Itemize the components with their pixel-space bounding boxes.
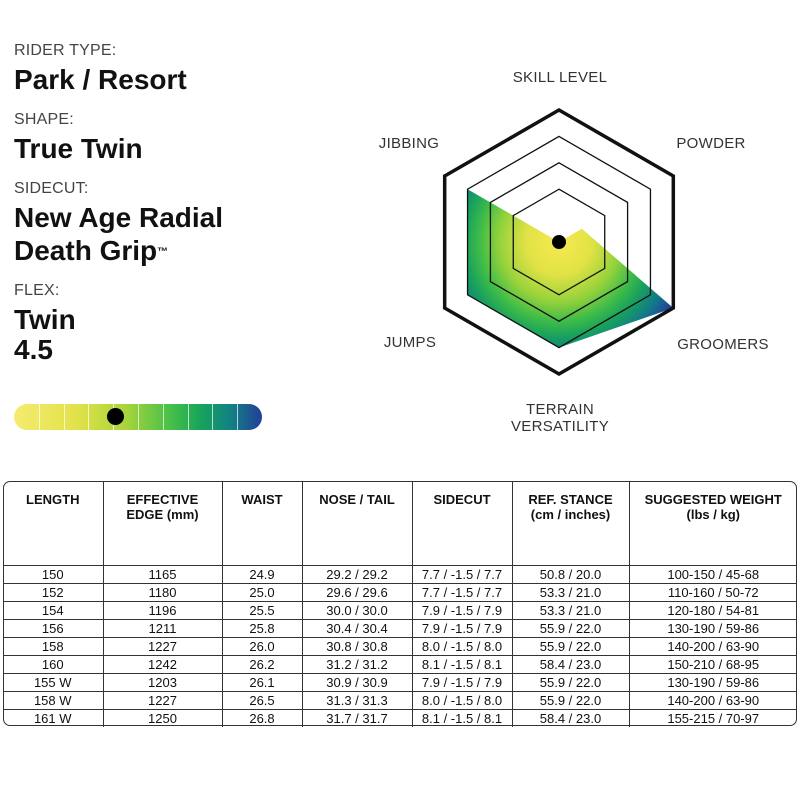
col-header-sidecut: SIDECUT — [412, 481, 512, 565]
sidecut-value — [14, 202, 304, 266]
table-header-row — [3, 481, 797, 565]
cell-suggested-weight: 150-210 / 68-95 — [629, 655, 797, 673]
cell-effective-edge: 1196 — [103, 601, 222, 619]
cell-effective-edge: 1227 — [103, 637, 222, 655]
cell-suggested-weight: 120-180 / 54-81 — [629, 601, 797, 619]
cell-length: 152 — [3, 583, 103, 601]
table-row — [3, 583, 797, 601]
cell-sidecut: 8.0 / -1.5 / 8.0 — [412, 637, 512, 655]
cell-waist: 26.5 — [222, 691, 302, 709]
table-row — [3, 637, 797, 655]
cell-sidecut: 8.1 / -1.5 / 8.1 — [412, 655, 512, 673]
cell-sidecut: 7.9 / -1.5 / 7.9 — [412, 601, 512, 619]
flex-scale-tick — [237, 404, 238, 430]
cell-suggested-weight: 110-160 / 50-72 — [629, 583, 797, 601]
cell-waist: 25.5 — [222, 601, 302, 619]
table-row — [3, 619, 797, 637]
cell-nose-tail: 30.0 / 30.0 — [302, 601, 412, 619]
cell-effective-edge: 1203 — [103, 673, 222, 691]
axis-label-jibbing: JIBBING — [378, 135, 440, 152]
shape-label: SHAPE: — [14, 111, 74, 128]
shape-block — [14, 111, 304, 164]
table-row — [3, 601, 797, 619]
flex-line-2: 4.5 — [14, 334, 53, 365]
cell-length: 158 W — [3, 691, 103, 709]
shape-value: True Twin — [14, 133, 143, 164]
cell-nose-tail: 31.2 / 31.2 — [302, 655, 412, 673]
cell-effective-edge: 1250 — [103, 709, 222, 727]
axis-label-terrain-versatility — [490, 401, 630, 435]
cell-length: 155 W — [3, 673, 103, 691]
sidecut-label: SIDECUT: — [14, 180, 89, 197]
rider-type-block — [14, 42, 304, 95]
cell-nose-tail: 30.8 / 30.8 — [302, 637, 412, 655]
rider-type-label: RIDER TYPE: — [14, 42, 117, 59]
cell-ref-stance: 55.9 / 22.0 — [512, 619, 629, 637]
flex-scale-tick — [188, 404, 189, 430]
col-header-effective-edge: EFFECTIVE EDGE (mm) — [103, 481, 222, 565]
flex-scale-marker — [107, 408, 124, 425]
cell-effective-edge: 1227 — [103, 691, 222, 709]
sidecut-line-1: New Age Radial — [14, 202, 224, 233]
table-row — [3, 655, 797, 673]
cell-effective-edge: 1211 — [103, 619, 222, 637]
sidecut-line-2 — [14, 235, 304, 266]
radar-center-dot — [552, 235, 566, 249]
cell-sidecut: 7.7 / -1.5 / 7.7 — [412, 565, 512, 583]
radar-chart — [360, 60, 800, 440]
size-table-body — [3, 565, 797, 727]
cell-nose-tail: 29.2 / 29.2 — [302, 565, 412, 583]
cell-ref-stance: 53.3 / 21.0 — [512, 583, 629, 601]
cell-waist: 26.0 — [222, 637, 302, 655]
cell-nose-tail: 31.3 / 31.3 — [302, 691, 412, 709]
cell-effective-edge: 1242 — [103, 655, 222, 673]
spec-panel — [14, 42, 304, 381]
cell-sidecut: 8.1 / -1.5 / 8.1 — [412, 709, 512, 727]
trademark-symbol: ™ — [157, 246, 169, 258]
flex-scale-tick — [163, 404, 164, 430]
flex-scale-tick — [39, 404, 40, 430]
cell-waist: 25.0 — [222, 583, 302, 601]
axis-label-groomers: GROOMERS — [677, 336, 769, 353]
flex-label: FLEX: — [14, 282, 60, 299]
cell-waist: 26.2 — [222, 655, 302, 673]
cell-ref-stance: 55.9 / 22.0 — [512, 637, 629, 655]
cell-waist: 26.1 — [222, 673, 302, 691]
cell-effective-edge: 1180 — [103, 583, 222, 601]
cell-length: 154 — [3, 601, 103, 619]
flex-line-1: Twin — [14, 304, 76, 335]
terrain-label-line-1: TERRAIN — [526, 401, 594, 418]
cell-length: 161 W — [3, 709, 103, 727]
col-header-waist: WAIST — [222, 481, 302, 565]
size-chart-table — [3, 481, 797, 727]
flex-value — [14, 304, 304, 365]
cell-length: 156 — [3, 619, 103, 637]
flex-scale-tick — [138, 404, 139, 430]
col-header-length: LENGTH — [26, 492, 80, 507]
axis-label-skill-level: SKILL LEVEL — [512, 69, 608, 86]
cell-waist: 24.9 — [222, 565, 302, 583]
cell-length: 160 — [3, 655, 103, 673]
cell-nose-tail: 30.4 / 30.4 — [302, 619, 412, 637]
table-row — [3, 691, 797, 709]
flex-scale-tick — [88, 404, 89, 430]
flex-block — [14, 282, 304, 365]
col-header-suggested-weight: SUGGESTED WEIGHT (lbs / kg) — [629, 481, 797, 565]
cell-suggested-weight: 155-215 / 70-97 — [629, 709, 797, 727]
cell-length: 150 — [3, 565, 103, 583]
cell-ref-stance: 55.9 / 22.0 — [512, 673, 629, 691]
cell-waist: 26.8 — [222, 709, 302, 727]
cell-sidecut: 8.0 / -1.5 / 8.0 — [412, 691, 512, 709]
sidecut-block — [14, 180, 304, 266]
cell-sidecut: 7.9 / -1.5 / 7.9 — [412, 673, 512, 691]
cell-effective-edge: 1165 — [103, 565, 222, 583]
flex-scale-bar — [14, 404, 262, 430]
axis-label-jumps: JUMPS — [383, 334, 437, 351]
cell-nose-tail: 29.6 / 29.6 — [302, 583, 412, 601]
radar-svg — [360, 60, 800, 440]
table-row — [3, 673, 797, 691]
cell-length: 158 — [3, 637, 103, 655]
sidecut-name: Death Grip — [14, 235, 158, 266]
cell-sidecut: 7.9 / -1.5 / 7.9 — [412, 619, 512, 637]
table-row — [3, 709, 797, 727]
cell-suggested-weight: 140-200 / 63-90 — [629, 691, 797, 709]
flex-scale-tick — [64, 404, 65, 430]
col-header-nose-tail: NOSE / TAIL — [302, 481, 412, 565]
cell-nose-tail: 31.7 / 31.7 — [302, 709, 412, 727]
terrain-label-line-2: VERSATILITY — [510, 418, 610, 435]
table-row — [3, 565, 797, 583]
cell-suggested-weight: 140-200 / 63-90 — [629, 637, 797, 655]
cell-nose-tail: 30.9 / 30.9 — [302, 673, 412, 691]
col-header-ref-stance: REF. STANCE (cm / inches) — [512, 481, 629, 565]
cell-ref-stance: 58.4 / 23.0 — [512, 655, 629, 673]
cell-sidecut: 7.7 / -1.5 / 7.7 — [412, 583, 512, 601]
cell-waist: 25.8 — [222, 619, 302, 637]
cell-ref-stance: 53.3 / 21.0 — [512, 601, 629, 619]
cell-ref-stance: 55.9 / 22.0 — [512, 691, 629, 709]
rider-type-value: Park / Resort — [14, 64, 187, 95]
cell-ref-stance: 58.4 / 23.0 — [512, 709, 629, 727]
cell-ref-stance: 50.8 / 20.0 — [512, 565, 629, 583]
flex-scale-tick — [212, 404, 213, 430]
cell-suggested-weight: 100-150 / 45-68 — [629, 565, 797, 583]
cell-suggested-weight: 130-190 / 59-86 — [629, 673, 797, 691]
axis-label-powder: POWDER — [676, 135, 746, 152]
cell-suggested-weight: 130-190 / 59-86 — [629, 619, 797, 637]
